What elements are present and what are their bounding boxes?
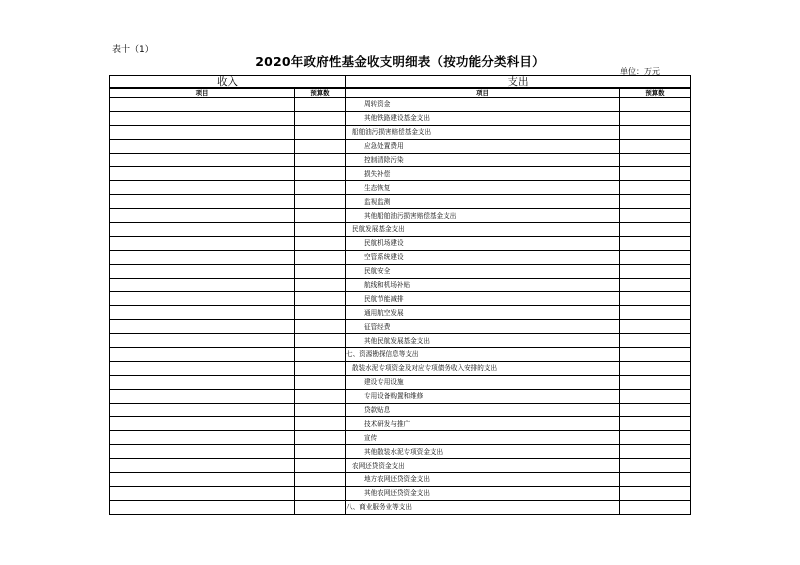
income-budget-cell	[295, 445, 346, 459]
table-row	[110, 139, 691, 153]
income-item-cell	[110, 361, 295, 375]
page-title: 2020年政府性基金收支明细表（按功能分类科目）	[255, 54, 545, 69]
expense-item-cell: 通用航空发展	[346, 306, 620, 320]
table-row	[110, 459, 691, 473]
income-item-cell	[110, 195, 295, 209]
table-row	[110, 153, 691, 167]
table-row	[110, 278, 691, 292]
income-budget-cell	[295, 348, 346, 362]
income-item-cell	[110, 250, 295, 264]
table-row	[110, 223, 691, 237]
income-budget-cell	[295, 431, 346, 445]
income-item-cell	[110, 459, 295, 473]
expense-budget-cell	[620, 181, 691, 195]
income-item-cell	[110, 403, 295, 417]
expense-item-cell: 损失补偿	[346, 167, 620, 181]
expense-item-cell: 民航安全	[346, 264, 620, 278]
expense-budget-cell	[620, 375, 691, 389]
income-budget-cell	[295, 403, 346, 417]
table-row	[110, 111, 691, 125]
income-item-cell	[110, 98, 295, 112]
income-budget-cell	[295, 486, 346, 500]
expense-item-cell: 航线和机场补贴	[346, 278, 620, 292]
expense-item-column-header: 项目	[346, 88, 620, 98]
expense-budget-cell	[620, 236, 691, 250]
expense-item-cell: 生态恢复	[346, 181, 620, 195]
income-item-cell	[110, 417, 295, 431]
expense-budget-cell	[620, 500, 691, 514]
expense-section-header: 支出	[346, 76, 691, 89]
expense-budget-cell	[620, 417, 691, 431]
expense-item-cell: 地方农网还贷资金支出	[346, 473, 620, 487]
income-item-cell	[110, 111, 295, 125]
income-budget-cell	[295, 264, 346, 278]
income-budget-cell	[295, 500, 346, 514]
expense-budget-cell	[620, 473, 691, 487]
expense-item-cell: 其他船舶油污损害赔偿基金支出	[346, 209, 620, 223]
income-budget-cell	[295, 125, 346, 139]
income-section-header: 收入	[110, 76, 346, 89]
income-item-cell	[110, 473, 295, 487]
income-item-cell	[110, 139, 295, 153]
expense-item-cell: 宣传	[346, 431, 620, 445]
expense-budget-cell	[620, 431, 691, 445]
table-number-label: 表十（1）	[112, 45, 154, 55]
income-budget-cell	[295, 153, 346, 167]
income-item-cell	[110, 125, 295, 139]
income-budget-cell	[295, 361, 346, 375]
expense-item-cell: 民航发展基金支出	[346, 223, 620, 237]
income-item-cell	[110, 209, 295, 223]
table-row	[110, 320, 691, 334]
expense-budget-cell	[620, 278, 691, 292]
table-row	[110, 417, 691, 431]
expense-item-cell: 其他铁路建设基金支出	[346, 111, 620, 125]
expense-budget-cell	[620, 459, 691, 473]
income-budget-column-header: 预算数	[295, 88, 346, 98]
expense-item-cell: 空管系统建设	[346, 250, 620, 264]
expense-item-cell: 七、资源勘探信息等支出	[346, 348, 620, 362]
income-budget-cell	[295, 139, 346, 153]
income-budget-cell	[295, 278, 346, 292]
expense-item-cell: 征管经费	[346, 320, 620, 334]
table-row	[110, 264, 691, 278]
expense-budget-cell	[620, 195, 691, 209]
expense-budget-cell	[620, 389, 691, 403]
expense-item-cell: 专用设备购置和维修	[346, 389, 620, 403]
income-budget-cell	[295, 111, 346, 125]
income-budget-cell	[295, 98, 346, 112]
income-budget-cell	[295, 236, 346, 250]
expense-item-cell: 散装水泥专项资金及对应专项债务收入安排的支出	[346, 361, 620, 375]
expense-item-cell: 民航节能减排	[346, 292, 620, 306]
expense-budget-cell	[620, 306, 691, 320]
expense-budget-cell	[620, 125, 691, 139]
expense-item-cell: 其他农网还贷资金支出	[346, 486, 620, 500]
expense-budget-cell	[620, 209, 691, 223]
expense-budget-cell	[620, 250, 691, 264]
table-row	[110, 250, 691, 264]
expense-budget-cell	[620, 361, 691, 375]
income-budget-cell	[295, 375, 346, 389]
income-budget-cell	[295, 167, 346, 181]
expense-item-cell: 农网还贷资金支出	[346, 459, 620, 473]
income-budget-cell	[295, 417, 346, 431]
income-budget-cell	[295, 250, 346, 264]
budget-table	[109, 75, 691, 515]
expense-item-cell: 其他散装水泥专项资金支出	[346, 445, 620, 459]
expense-item-cell: 其他民航发展基金支出	[346, 334, 620, 348]
income-item-cell	[110, 167, 295, 181]
table-row	[110, 361, 691, 375]
expense-item-cell: 控制清除污染	[346, 153, 620, 167]
expense-item-cell: 建设专用设施	[346, 375, 620, 389]
expense-budget-cell	[620, 292, 691, 306]
expense-budget-cell	[620, 264, 691, 278]
table-row	[110, 334, 691, 348]
income-budget-cell	[295, 389, 346, 403]
income-budget-cell	[295, 306, 346, 320]
income-budget-cell	[295, 320, 346, 334]
income-item-cell	[110, 334, 295, 348]
income-budget-cell	[295, 292, 346, 306]
income-budget-cell	[295, 459, 346, 473]
table-row	[110, 431, 691, 445]
income-item-cell	[110, 236, 295, 250]
income-item-column-header: 项目	[110, 88, 295, 98]
income-item-cell	[110, 153, 295, 167]
table-row	[110, 209, 691, 223]
table-row	[110, 236, 691, 250]
expense-item-cell: 技术研发与推广	[346, 417, 620, 431]
income-item-cell	[110, 348, 295, 362]
section-header-row	[110, 76, 691, 89]
income-item-cell	[110, 306, 295, 320]
expense-item-cell: 民航机场建设	[346, 236, 620, 250]
table-row	[110, 375, 691, 389]
income-item-cell	[110, 278, 295, 292]
income-item-cell	[110, 445, 295, 459]
table-row	[110, 125, 691, 139]
table-row	[110, 98, 691, 112]
table-row	[110, 389, 691, 403]
column-header-row	[110, 88, 691, 98]
table-row	[110, 403, 691, 417]
expense-budget-cell	[620, 445, 691, 459]
table-row	[110, 195, 691, 209]
income-item-cell	[110, 375, 295, 389]
income-budget-cell	[295, 473, 346, 487]
income-item-cell	[110, 292, 295, 306]
income-budget-cell	[295, 334, 346, 348]
expense-budget-cell	[620, 223, 691, 237]
expense-budget-cell	[620, 334, 691, 348]
table-row	[110, 445, 691, 459]
income-item-cell	[110, 264, 295, 278]
income-budget-cell	[295, 195, 346, 209]
expense-budget-cell	[620, 403, 691, 417]
expense-budget-cell	[620, 153, 691, 167]
expense-budget-cell	[620, 348, 691, 362]
expense-item-cell: 监视监测	[346, 195, 620, 209]
expense-budget-cell	[620, 167, 691, 181]
expense-budget-cell	[620, 486, 691, 500]
income-item-cell	[110, 486, 295, 500]
income-budget-cell	[295, 209, 346, 223]
table-row	[110, 500, 691, 514]
table-row	[110, 292, 691, 306]
expense-budget-cell	[620, 320, 691, 334]
expense-budget-cell	[620, 139, 691, 153]
expense-budget-column-header: 预算数	[620, 88, 691, 98]
expense-item-cell: 贷款贴息	[346, 403, 620, 417]
table-row	[110, 167, 691, 181]
table-row	[110, 306, 691, 320]
income-item-cell	[110, 181, 295, 195]
expense-budget-cell	[620, 111, 691, 125]
expense-item-cell: 八、商业服务业等支出	[346, 500, 620, 514]
income-item-cell	[110, 223, 295, 237]
table-row	[110, 473, 691, 487]
expense-item-cell: 周转资金	[346, 98, 620, 112]
expense-budget-cell	[620, 98, 691, 112]
unit-label: 单位：万元	[620, 67, 660, 76]
income-item-cell	[110, 320, 295, 334]
expense-item-cell: 船舶油污损害赔偿基金支出	[346, 125, 620, 139]
income-item-cell	[110, 389, 295, 403]
income-budget-cell	[295, 223, 346, 237]
table-row	[110, 348, 691, 362]
table-row	[110, 181, 691, 195]
income-item-cell	[110, 500, 295, 514]
income-budget-cell	[295, 181, 346, 195]
income-item-cell	[110, 431, 295, 445]
expense-item-cell: 应急处置费用	[346, 139, 620, 153]
table-row	[110, 486, 691, 500]
